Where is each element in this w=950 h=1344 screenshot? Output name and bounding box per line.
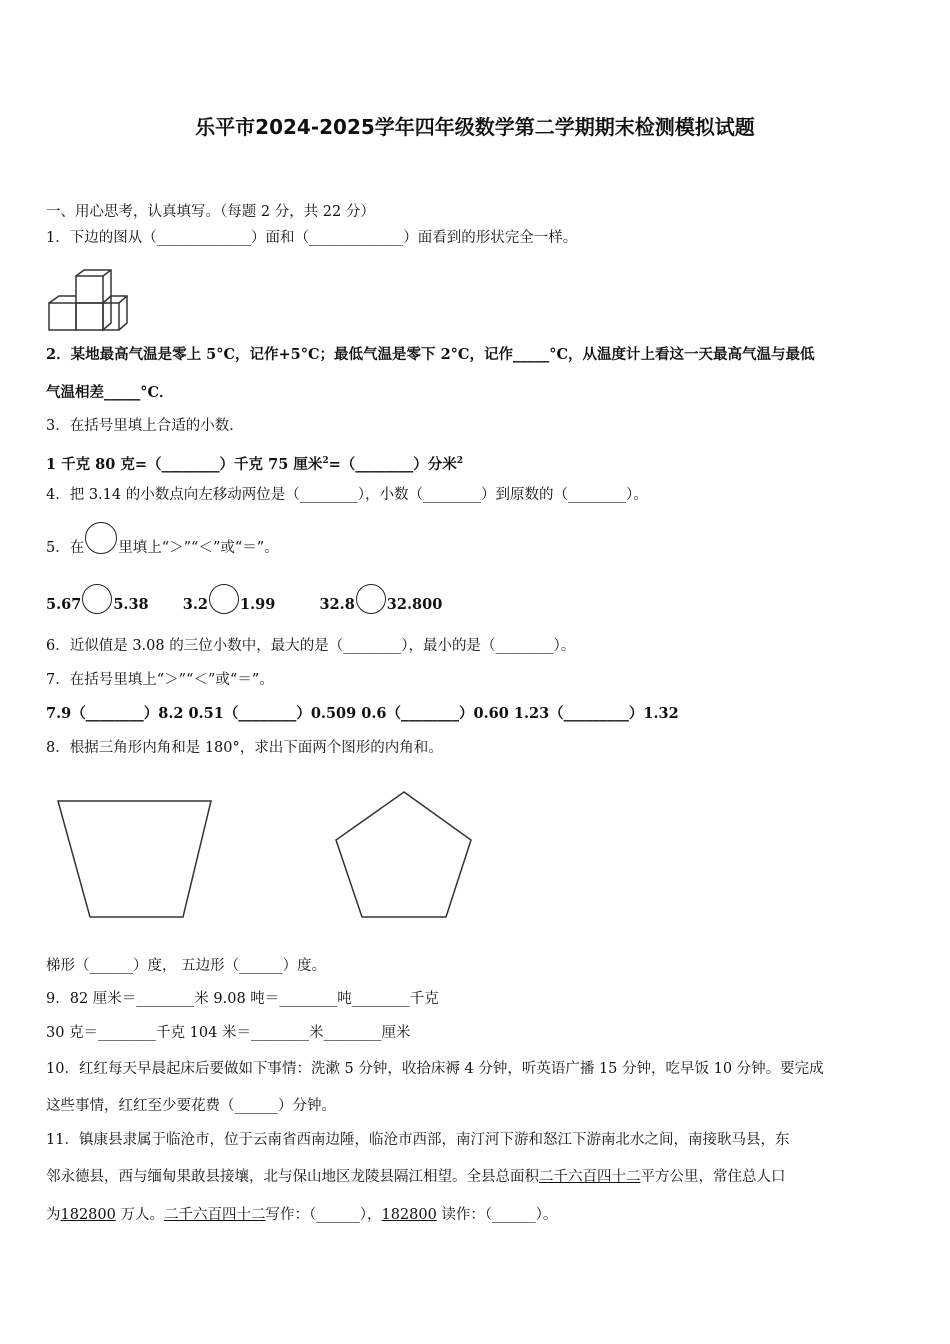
q3-sup-2: 2 bbox=[456, 456, 464, 466]
q5-item: 32.8 bbox=[319, 596, 355, 613]
q11-text: 写作：（______）， bbox=[265, 1207, 382, 1223]
pentagon-figure bbox=[328, 785, 478, 925]
section-1-heading: 一、用心思考，认真填写。（每题 2 分，共 22 分） bbox=[46, 204, 375, 220]
q11-text: 读作：（______）。 bbox=[436, 1207, 558, 1223]
q3-text-left: 1 千克 80 克=（________）千克 75 厘米 bbox=[46, 455, 323, 473]
question-11-line3 bbox=[46, 1205, 557, 1225]
question-6: 6．近似值是 3.08 的三位小数中，最大的是（________），最小的是（________）。 bbox=[46, 638, 576, 654]
question-10-line2: 这些事情，红红至少要花费（______）分钟。 bbox=[46, 1098, 336, 1114]
question-9-line2: 30 克＝________千克 104 米＝________米________厘米 bbox=[46, 1025, 411, 1041]
trapezoid-figure bbox=[50, 795, 220, 925]
q5-text-pre: 5．在 bbox=[46, 540, 85, 556]
q11-text: 邻永德县，西与缅甸果敢县接壤，北与保山地区龙陵县隔江相望。全县总面积 bbox=[46, 1169, 539, 1185]
q5-item: 32.800 bbox=[386, 596, 443, 613]
question-1: 1．下边的图从（_____________）面和（_____________）面看到的形状完全一样。 bbox=[46, 230, 578, 246]
q11-underlined-population: 182800 bbox=[60, 1207, 116, 1223]
question-11-line1: 11．镇康县隶属于临沧市，位于云南省西南边陲，临沧市西部，南汀河下游和怒江下游南北水之间，南接耿马县，东 bbox=[46, 1132, 790, 1148]
question-2-line2: 气温相差_____°C． bbox=[46, 384, 174, 401]
compare-circle-icon bbox=[85, 522, 117, 554]
question-10-line1: 10．红红每天早晨起床后要做如下事情：洗漱 5 分钟，收拾床褥 4 分钟，听英语广播 15 分钟，吃早饭 10 分钟。要完成 bbox=[46, 1061, 824, 1077]
question-11-line2 bbox=[46, 1167, 786, 1187]
q11-underlined-area: 二千六百四十二 bbox=[539, 1169, 641, 1185]
question-5 bbox=[46, 532, 279, 564]
question-4: 4．把 3.14 的小数点向左移动两位是（________），小数（________）到原数的（________）。 bbox=[46, 487, 648, 503]
question-7-items: 7.9（________）8.2 0.51（________）0.509 0.6（________）0.60 1.23（_________）1.32 bbox=[46, 705, 679, 722]
question-3-items bbox=[46, 451, 463, 475]
question-3: 3．在括号里填上合适的小数． bbox=[46, 418, 244, 434]
q5-item: 1.99 bbox=[240, 596, 276, 613]
q5-item: 5.38 bbox=[113, 596, 149, 613]
q11-text: 万人。 bbox=[115, 1207, 164, 1223]
q11-underlined-area: 二千六百四十二 bbox=[163, 1207, 266, 1223]
compare-circle-icon[interactable] bbox=[209, 584, 239, 614]
q3-text-mid: =（________）分米 bbox=[328, 455, 457, 473]
cube-stack-figure bbox=[47, 268, 131, 332]
compare-circle-icon[interactable] bbox=[356, 584, 386, 614]
q5-text-post: 里填上“＞”“＜”或“＝”。 bbox=[118, 540, 279, 556]
question-7: 7．在括号里填上“＞”“＜”或“＝”。 bbox=[46, 672, 274, 688]
q11-text: 为 bbox=[46, 1207, 61, 1223]
question-5-items bbox=[46, 590, 442, 620]
q5-item: 5.67 bbox=[46, 596, 82, 613]
q11-underlined-population: 182800 bbox=[381, 1207, 437, 1223]
q3-sup-1: 2 bbox=[322, 456, 329, 466]
question-2-line1: 2．某地最高气温是零上 5°C，记作+5°C；最低气温是零下 2°C，记作_____°C，从温度计上看这一天最高气温与最低 bbox=[46, 346, 815, 363]
page-title: 乐平市2024-2025学年四年级数学第二学期期末检测模拟试题 bbox=[195, 115, 755, 139]
question-8-answers: 梯形（______）度， 五边形（______）度。 bbox=[46, 958, 327, 974]
compare-circle-icon[interactable] bbox=[82, 584, 112, 614]
q5-item: 3.2 bbox=[182, 596, 209, 613]
question-8: 8．根据三角形内角和是 180°，求出下面两个图形的内角和。 bbox=[46, 740, 443, 756]
question-9-line1: 9．82 厘米＝________米 9.08 吨＝________吨________千克 bbox=[46, 991, 439, 1007]
q11-text: 平方公里，常住总人口 bbox=[640, 1169, 786, 1185]
